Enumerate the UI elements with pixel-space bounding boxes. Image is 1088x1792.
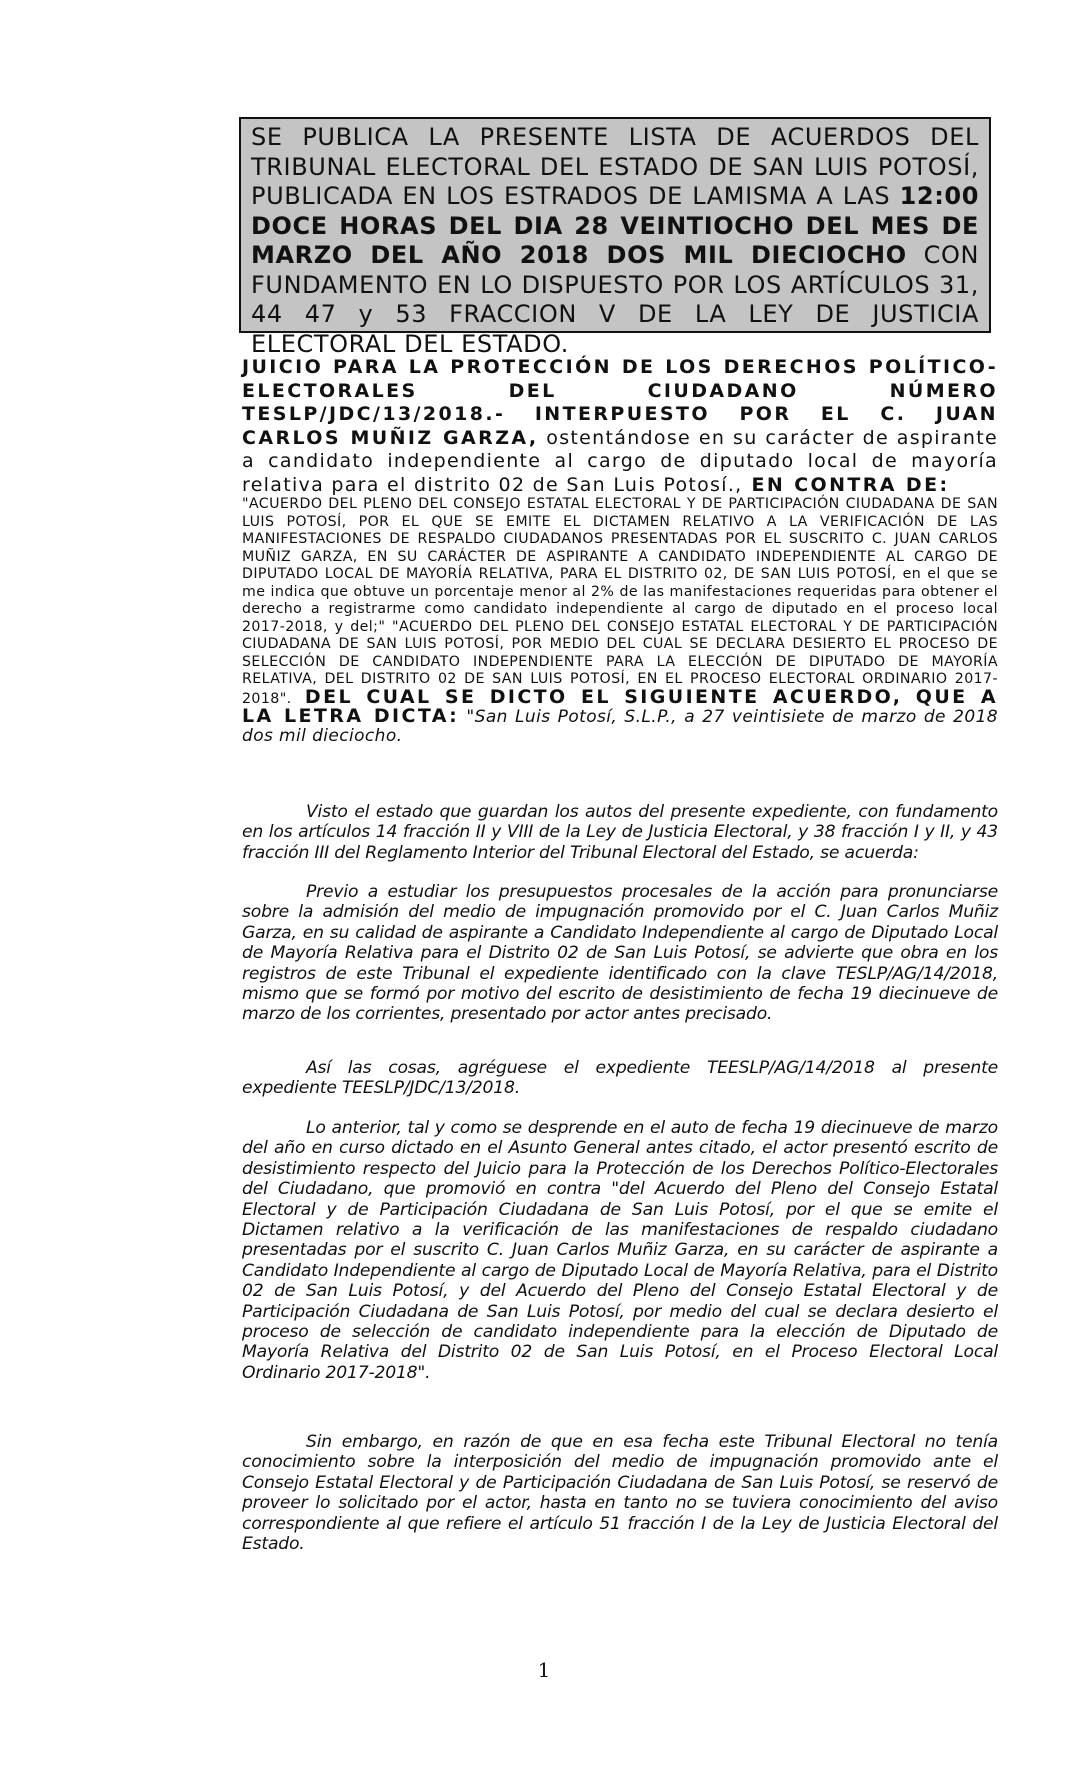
acuerdo-bold: DEL CUAL SE DICTO EL SIGUIENTE ACUERDO, QUE A LA LETRA DICTA:: [242, 685, 998, 727]
case-heading-regular: ostentándose en su carácter de aspirante a candidato independiente al cargo de diputado local de mayoría relativa para el distrito 02 de San Luis Potosí.,: [242, 426, 998, 496]
paragraph-5: Sin embargo, en razón de que en esa fecha este Tribunal Electoral no tenía conocimiento sobre la interposición del medio de impugnación promovido ante el Consejo Estatal Electoral y de Participación Ciudadana de San Luis Potosí, se reservó de proveer lo solicitado por el actor, hasta en tanto no se tuviera conocimiento del aviso correspondiente al que refiere el artículo 51 fracción I de la Ley de Justicia Electoral del Estado.: [242, 1432, 998, 1555]
acuerdo-quote: "ACUERDO DEL PLENO DEL CONSEJO ESTATAL ELECTORAL Y DE PARTICIPACIÓN CIUDADANA DE SAN LUIS POTOSÍ, POR EL QUE SE EMITE EL DICTAMEN RELATIVO A LA VERIFICACIÓN DE LAS MANIFESTACIONES DE RESPALDO CIUDADANOS PRESENTADAS POR EL SUSCRITO C. JUAN CARLOS MUÑIZ GARZA, EN SU CARÁCTER DE ASPIRANTE A CANDIDATO INDEPENDIENTE AL CARGO DE DIPUTADO LOCAL DE MAYORÍA RELATIVA, PARA EL DISTRITO 02, DE SAN LUIS POTOSÍ, en el que se me indica que obtuve un porcentaje menor al 2% de las manifestaciones requeridas para obtener el derecho a registrarme como candidato independiente al cargo de diputado en el proceso local 2017-2018, y del;" "ACUERDO DEL PLENO DEL CONSEJO ESTATAL ELECTORAL Y DE PARTICIPACIÓN CIUDADANA DE SAN LUIS POTOSÍ, POR MEDIO DEL CUAL SE DECLARA DESIERTO EL PROCESO DE SELECCIÓN DE CANDIDATO INDEPENDIENTE PARA LA ELECCIÓN DE DIPUTADO DE MAYORÍA RELATIVA, DEL DISTRITO 02 DE SAN LUIS POTOSÍ, EN EL PROCESO ELECTORAL ORDINARIO 2017-2018".: [242, 496, 998, 707]
case-heading-bold: JUICIO PARA LA PROTECCIÓN DE LOS DERECHOS POLÍTICO-ELECTORALES DEL CIUDADANO NÚMERO TESLP/JDC/13/2018.- INTERPUESTO POR EL C. JUAN CARLOS MUÑIZ GARZA,: [242, 356, 998, 449]
acuerdo-date: "San Luis Potosí, S.L.P., a 27 veintisiete de marzo de 2018 dos mil dieciocho.: [242, 707, 998, 746]
notice-bold-date: 12:00 DOCE HORAS DEL DIA 28 VEINTIOCHO DEL MES DE MARZO DEL AÑO 2018 DOS MIL DIECIOCHO: [251, 182, 979, 269]
case-heading-en-contra: EN CONTRA DE:: [742, 473, 950, 496]
paragraph-1: Visto el estado que guardan los autos del presente expediente, con fundamento en los artículos 14 fracción II y VIII de la Ley de Justicia Electoral, y 38 fracción I y II, y 43 fracción III del Reglamento Interior del Tribunal Electoral del Estado, se acuerda:: [242, 802, 998, 863]
notice-text-part1: SE PUBLICA LA PRESENTE LISTA DE ACUERDOS DEL TRIBUNAL ELECTORAL DEL ESTADO DE SAN LUIS POTOSÍ, PUBLICADA EN LOS ESTRADOS DE LAMISMA A LAS: [251, 123, 979, 210]
notice-text-part2: CON FUNDAMENTO EN LO DISPUESTO POR LOS ARTÍCULOS 31, 44 47 y 53 FRACCION V DE LA LEY DE JUSTICIA ELECTORAL DEL ESTADO.: [251, 241, 979, 358]
acuerdo-description: [242, 496, 998, 746]
paragraph-3: Así las cosas, agréguese el expediente TEESLP/AG/14/2018 al presente expediente TEESLP/JDC/13/2018.: [242, 1058, 998, 1099]
page-number: 1: [537, 1658, 551, 1682]
publication-notice-box: [239, 117, 991, 358]
case-heading: [242, 356, 998, 497]
paragraph-2: Previo a estudiar los presupuestos procesales de la acción para pronunciarse sobre la admisión del medio de impugnación promovido por el C. Juan Carlos Muñiz Garza, en su calidad de aspirante a Candidato Independiente al cargo de Diputado Local de Mayoría Relativa para el Distrito 02 de San Luis Potosí, se advierte que obra en los registros de este Tribunal el expediente identificado con la clave TESLP/AG/14/2018, mismo que se formó por motivo del escrito de desistimiento de fecha 19 diecinueve de marzo de los corrientes, presentado por actor antes precisado.: [242, 882, 998, 1025]
paragraph-4: Lo anterior, tal y como se desprende en el auto de fecha 19 diecinueve de marzo del año en curso dictado en el Asunto General antes citado, el actor presentó escrito de desistimiento respecto del Juicio para la Protección de los Derechos Político-Electorales del Ciudadano, que promovió en contra "del Acuerdo del Pleno del Consejo Estatal Electoral y de Participación Ciudadana de San Luis Potosí, por el que se emite el Dictamen relativo a la verificación de las manifestaciones de respaldo ciudadano presentadas por el suscrito C. Juan Carlos Muñiz Garza, en su carácter de aspirante a Candidato Independiente al cargo de Diputado Local de Mayoría Relativa, para el Distrito 02 de San Luis Potosí, y del Acuerdo del Pleno del Consejo Estatal Electoral y de Participación Ciudadana de San Luis Potosí, por medio del cual se declara desierto el proceso de selección de candidato independiente para la elección de Diputado de Mayoría Relativa del Distrito 02 de San Luis Potosí, en el Proceso Electoral Local Ordinario 2017-2018".: [242, 1118, 998, 1383]
